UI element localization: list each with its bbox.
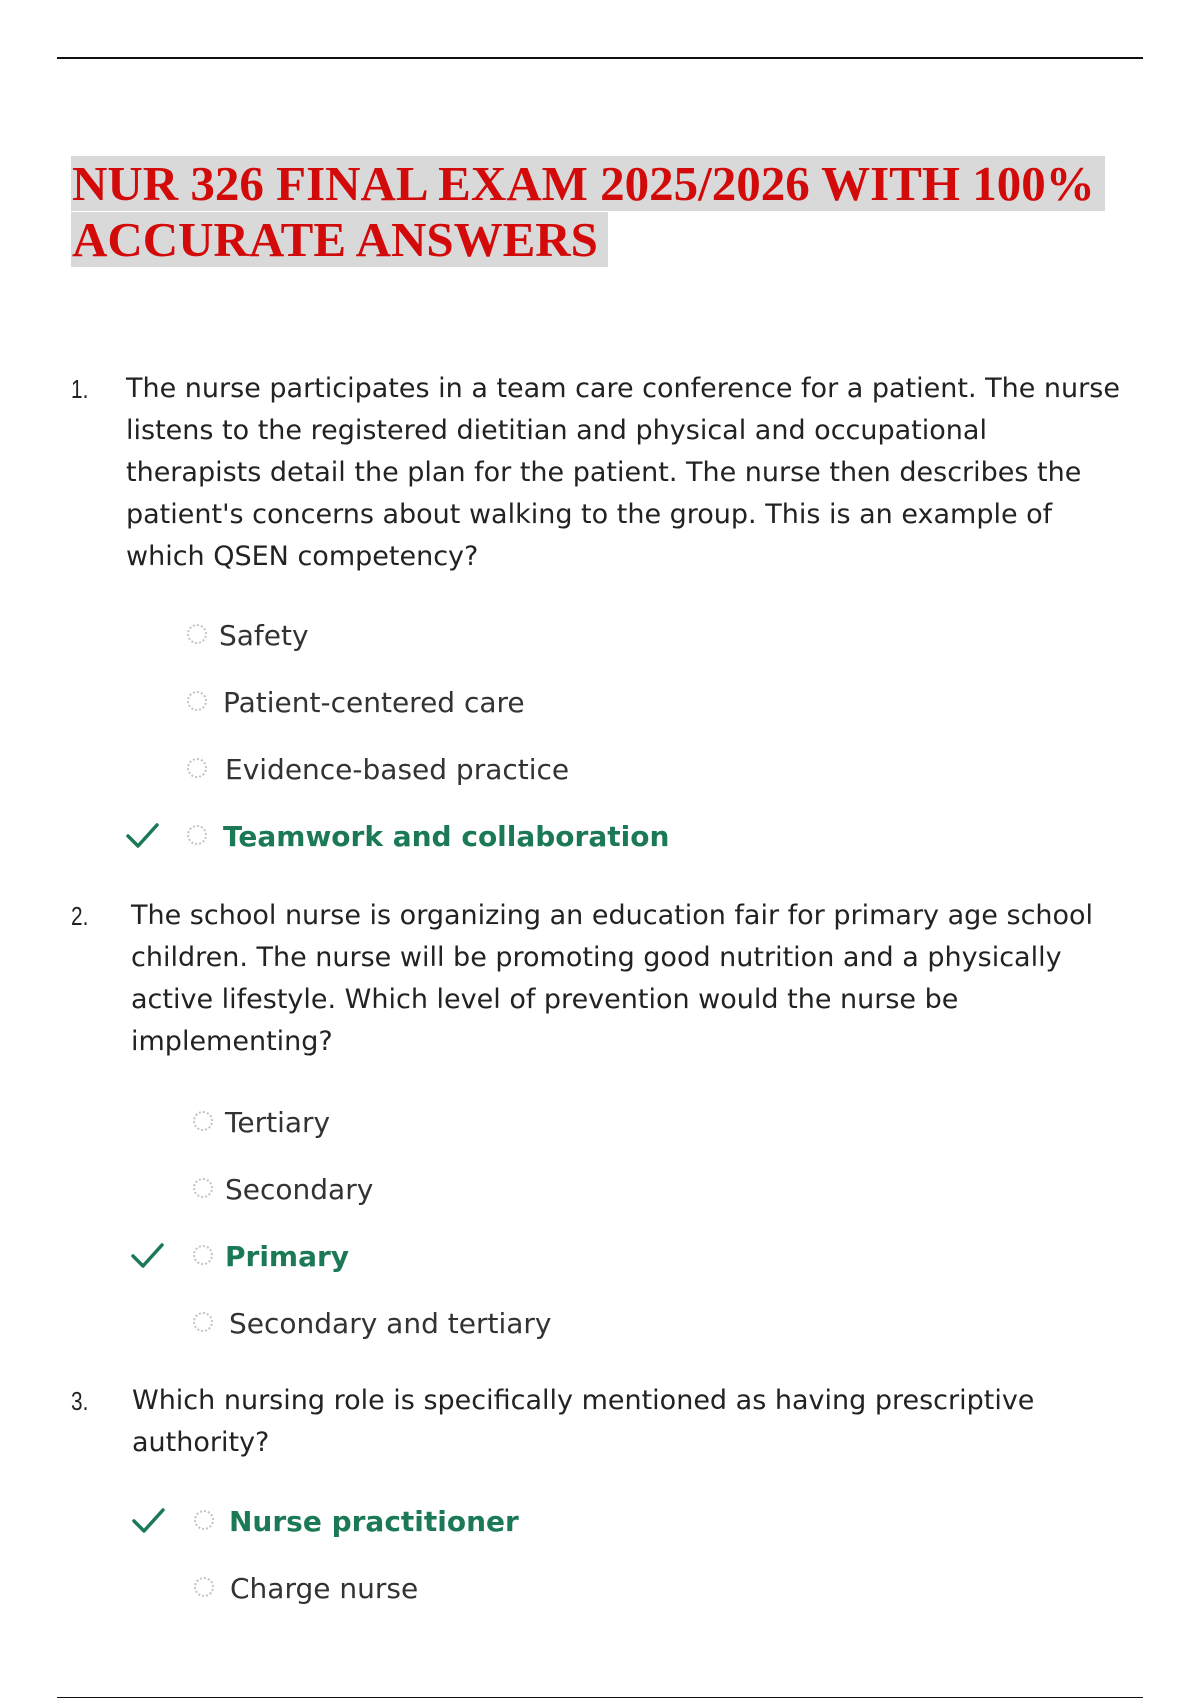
answer-option[interactable] [0,616,1200,656]
radio-button-icon[interactable] [193,1245,213,1265]
top-rule [57,57,1143,59]
radio-button-icon[interactable] [193,1111,213,1131]
answer-option-correct[interactable] [0,1502,1200,1542]
question-text: Which nursing role is specifically mentioned as having prescriptive authority? [132,1385,1035,1458]
radio-button-icon[interactable] [193,1312,213,1332]
document-title [71,156,1121,268]
answer-option[interactable] [0,683,1200,723]
answer-option[interactable] [0,750,1200,790]
radio-button-icon[interactable] [187,825,207,845]
answer-option[interactable] [0,1304,1200,1344]
radio-button-icon[interactable] [193,1178,213,1198]
bottom-rule [57,1697,1143,1698]
option-label: Secondary [225,1173,374,1206]
question-text: The school nurse is organizing an education fair for primary age school children. The nurse will be promoting good nutrition and a physically active lifestyle. Which level of prevention would the nurse be implementing? [131,900,1094,1057]
option-label: Charge nurse [230,1572,419,1605]
option-label: Teamwork and collaboration [223,820,670,853]
answer-option-correct[interactable] [0,817,1200,857]
answer-option[interactable] [0,1170,1200,1210]
question-number: 2. [71,901,89,931]
option-label: Secondary and tertiary [229,1307,552,1340]
document-title-text: NUR 326 FINAL EXAM 2025/2026 WITH 100% ACCURATE ANSWERS [71,156,1105,267]
answer-option-correct[interactable] [0,1237,1200,1277]
checkmark-icon [131,1241,165,1271]
option-label: Patient-centered care [223,686,525,719]
option-label: Nurse practitioner [229,1505,519,1538]
option-label: Tertiary [225,1106,331,1139]
radio-button-icon[interactable] [194,1510,214,1530]
option-label: Safety [219,619,309,652]
option-label: Evidence-based practice [225,753,570,786]
radio-button-icon[interactable] [187,624,207,644]
answer-option[interactable] [0,1103,1200,1143]
question-text: The nurse participates in a team care conference for a patient. The nurse listens to the registered dietitian and physical and occupational therapists detail the plan for the patient. The nurse then describes the patient's concerns about walking to the group. This is an example of which QSEN competency? [126,373,1120,572]
answer-option[interactable] [0,1569,1200,1609]
radio-button-icon[interactable] [194,1577,214,1597]
question-number: 3. [71,1386,89,1416]
checkmark-icon [126,821,160,851]
checkmark-icon [132,1506,166,1536]
radio-button-icon[interactable] [187,758,207,778]
question-number: 1. [71,374,89,404]
option-label: Primary [225,1240,350,1273]
radio-button-icon[interactable] [187,691,207,711]
